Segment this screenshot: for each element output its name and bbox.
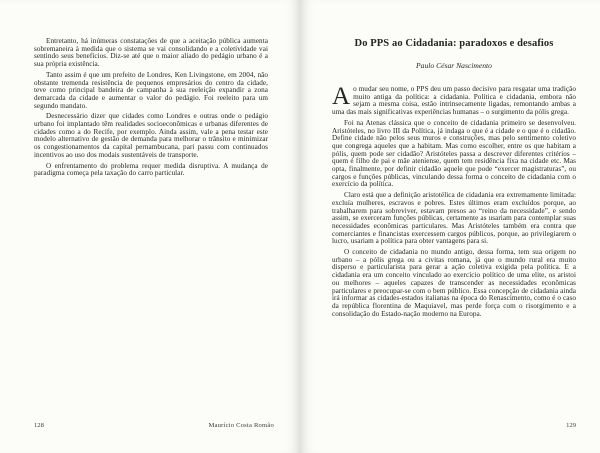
body-paragraph: O conceito de cidadania no mundo antigo, dessa forma, tem sua origem no urbano – a pólis grega ou a civitas romana, já que o mundo rural era muito disperso e particularista para gerar a ação coletiva exigida pela política. E a cidadania era um conceito vinculado ao exercício político de uma elite, os aristoi ou melhores – aqueles capazes de transcender as necessidades econômicas particulares e preocupar-se com o bem público. Essa concepção de cidadania ainda irá informar as cidades-estados italianas na época do Renascimento, como é o caso da república florentina de Maquiavel, mas perde força com o risorgimento e a consolidação do Estado-nação moderno na Europa.: [332, 248, 576, 318]
body-paragraph: Desnecessário dizer que cidades como Londres e outras onde o pedágio urbano foi implantado têm realidades socioeconômicas e urbanas diferentes de cidades como a do Recife, por exemplo. Ainda assim, vale a pena testar este modelo alternativo de gestão de demanda para melhorar o trânsito e minimizar os congestionamentos da capital pernambucana, pari passu com continuados incentivos ao uso dos modais sustentáveis de transporte.: [34, 112, 268, 159]
drop-cap: A: [332, 83, 351, 110]
author-name: Paulo César Nascimento: [416, 61, 492, 70]
body-paragraph: O enfrentamento do problema requer medida disruptiva. A mudança de paradigma começa pela taxação do carro particular.: [34, 161, 268, 178]
left-page-body: [34, 38, 268, 178]
page-number: 128: [34, 422, 44, 429]
page-title: Do PPS ao Cidadania: paradoxos e desafios: [354, 38, 554, 49]
body-paragraph: Claro está que a definição aristotélica de cidadania era extremamente limitada: excluía mulheres, escravos e pobres. Estes últimos eram excluídos porque, ao trabalharem para sobreviver, estavam presos ao “reino da necessidade”, e sendo assim, se exerceram funções públicas, certamente as usariam para contemplar suas necessidades econômicas particulares. Mas Aristóteles também era contra que comerciantes e financistas exercessem cargos públicos, porque, ao privilegiarem o lucro, usariam a política para obter vantagens para si.: [332, 191, 576, 246]
body-paragraph: [332, 83, 576, 117]
page-number: 129: [566, 422, 576, 429]
right-page-footer: [332, 422, 576, 429]
right-page: [300, 0, 600, 453]
running-footer: Maurício Costa Romão: [208, 422, 274, 429]
body-paragraph: Foi na Atenas clássica que o conceito de cidadania primeiro se desenvolveu. Aristóteles, no livro III da Política, já indaga o que é a cidade e o que é o cidadão. Define cidade não pelos seus muros e construções, mas pelo sentimento coletivo que congrega aqueles que a habitam. Mas como escolher, entre os que habitam a pólis, quem pode ser cidadão? Aristóteles passa a descrever diferentes critérios – quem é filho de pai e mãe ateniense, quem tem residência fixa na cidade etc. Mas opta, finalmente, por definir cidadão aquele que pode “exercer magistraturas”, ou cargos e funções públicas, vinculando dessa forma o conceito de cidadania com o exercício da política.: [332, 118, 576, 189]
left-page-footer: [34, 422, 274, 429]
body-paragraph: Tanto assim é que um prefeito de Londres, Ken Livingstone, em 2004, não obstante tremenda resistência de pequenos empresários do centro da cidade, teve como principal bandeira de campanha à sua reeleição expandir a zona demarcada da cidade e aumentar o valor do pedágio. Foi reeleito para um segundo mandato.: [34, 70, 268, 110]
paragraph-text: o mudar seu nome, o PPS deu um passo decisivo para resgatar uma tradição muito antiga da política: a cidadania. Política e cidadania, embora não sejam a mesma coisa, estão intrinsecamente ligadas, remontando ambas a uma das mais significativas experiências humanas – o surgimento da pólis grega.: [332, 85, 576, 117]
right-page-body: [332, 83, 576, 318]
body-paragraph: Entretanto, há inúmeras constatações de que a aceitação pública aumenta sobremaneira à medida que o sistema se vai consolidando e a coletividade vai sentindo seus benefícios. Diz-se até que o maior aliado do pedágio urbano é a sua própria existência.: [34, 37, 268, 69]
